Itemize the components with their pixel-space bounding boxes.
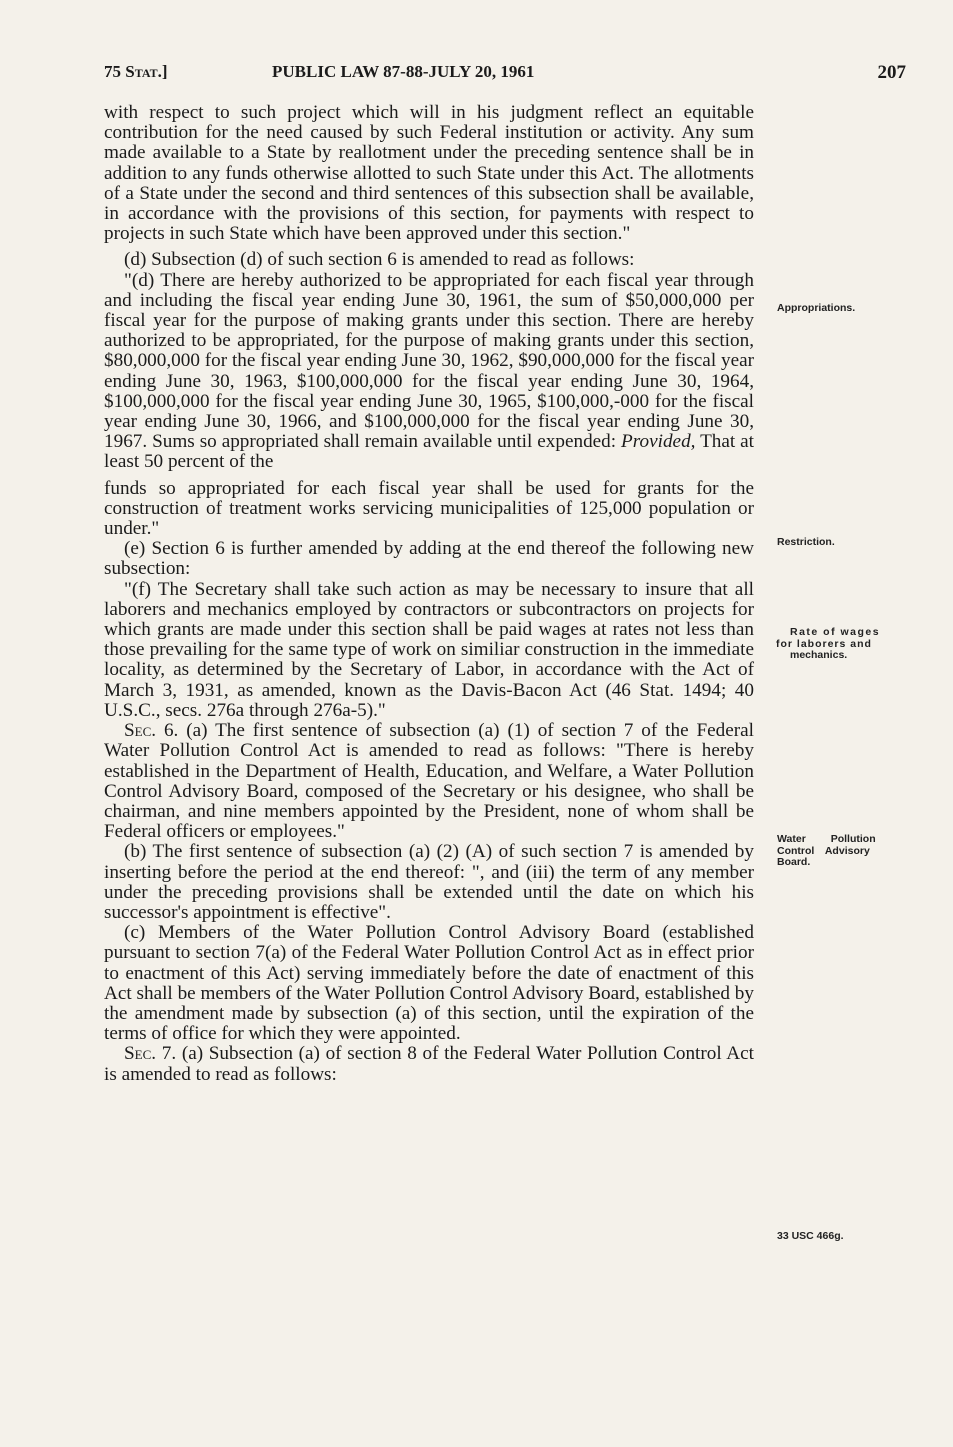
section-7-label: Sec. 7. [124,1043,177,1065]
running-title: PUBLIC LAW 87-88-JULY 20, 1961 [272,62,535,81]
paragraph-quoted-f: "(f) The Secretary shall take such action as may be necessary to insure that all laborers and mechanics employed by contractors or subcontractors on projects for which grants are made under this section shall be paid wages at rates not less than those prevailing for the same type of work on similiar construction in the immediate locality, as determined by the Secretary of Labor, in accordance with the Act of March 3, 1931, as amended, known as the Davis-Bacon Act (46 Stat. 1494; 40 U.S.C., secs. 276a through 276a-5)." [104,578,754,721]
body-text [104,103,754,1085]
margin-note-appropriations: Appropriations. [777,302,856,314]
board-line-1: Water Pollution [777,833,876,845]
paragraph-continuation: with respect to such project which will in his judgment reflect an equitable contribution for the need caused by such Federal institution or activity. Any sum made available to a State by reallotment under the preceding sentence shall be in addition to any funds otherwise allotted to such State under this Act. The allotments of a State under the second and third sentences of this subsection shall be available, in accordance with the provisions of this section, for payments with respect to projects in such State which have been approved under this section." [104,102,754,245]
board-line-2: Control Advisory [777,844,870,857]
wages-line-2: for laborers and [776,637,872,650]
paragraph-subsection-d: (d) Subsection (d) of such section 6 is amended to read as follows: [124,249,635,271]
margin-note-restriction: Restriction. [777,536,835,548]
paragraph-section-6-c: (c) Members of the Water Pollution Control Advisory Board (established pursuant to section 7(a) of the Federal Water Pollution Control Act as in effect prior to enactment of this Act) serving immediately before the date of enactment of this Act shall be members of the Water Pollution Control Advisory Board, established by the amendment made by subsection (a) of this section, until the expiration of the terms of office for which they were appointed. [104,922,754,1045]
paragraph-section-7 [104,1044,754,1084]
paragraph-section-6 [104,721,754,842]
quoted-d-tail: That at least 50 percent of the [104,431,755,473]
quoted-d-text: "(d) There are hereby authorized to be appropriated for each fiscal year through and including the fiscal year ending June 30, 1961, the sum of $50,000,000 per fiscal year for the purpose of making grants under this section. There are hereby authorized to be appropriated, for the purpose of making grants under this section, $80,000,000 for the fiscal year ending June 30, 1962, $90,000,000 for the fiscal year ending June 30, 1963, $100,000,000 for the fiscal year ending June 30, 1964, $100,000,000 for the fiscal year ending June 30, 1965, $100,000,-000 for the fiscal year ending June 30, 1966, and $100,000,000 for the fiscal year ending June 30, 1967. Sums so appropriated shall remain available until expended: [104,269,754,453]
paragraph-funds: funds so appropriated for each fiscal year shall be used for grants for the construction of treatment works servicing municipalities of 125,000 population or under." [104,477,754,540]
paragraph-section-6-b: (b) The first sentence of subsection (a) (2) (A) of such section 7 is amended by inserting before the period at the end thereof: ", and (iii) the term of any member under the preceding provisions shall be extended until the date on which his successor's appointment is effective". [104,841,754,923]
wages-line-1: Rate of wages [790,626,881,638]
section-6-label: Sec. 6. [124,720,179,742]
board-line-3: Board. [777,856,811,868]
margin-note-wages [776,626,920,662]
page-header [104,62,906,86]
wages-line-3: mechanics. [790,649,848,661]
section-7-text: (a) Subsection (a) of section 8 of the Federal Water Pollution Control Act is amended to read as follows: [104,1043,755,1085]
section-6-text: (a) The first sentence of subsection (a) (1) of section 7 of the Federal Water Pollution Control Act is amended to read as follows: "There is hereby established in the Department of Health, Education, and Welfare, a Water Pollution Control Advisory Board, composed of the Secretary or his designee, who shall be chairman, and nine members appointed by the President, none of whom shall be Federal officers or employees." [104,720,754,843]
margin-note-advisory-board [777,834,901,869]
volume-reference: 75 Stat.] [104,62,168,81]
paragraph-subsection-e: (e) Section 6 is further amended by adding at the end thereof the following new subsection: [104,538,754,580]
margin-note-usc: 33 USC 466g. [777,1230,844,1242]
page-number: 207 [877,62,906,83]
provided-italic: Provided, [621,431,696,453]
paragraph-quoted-d [104,271,754,473]
